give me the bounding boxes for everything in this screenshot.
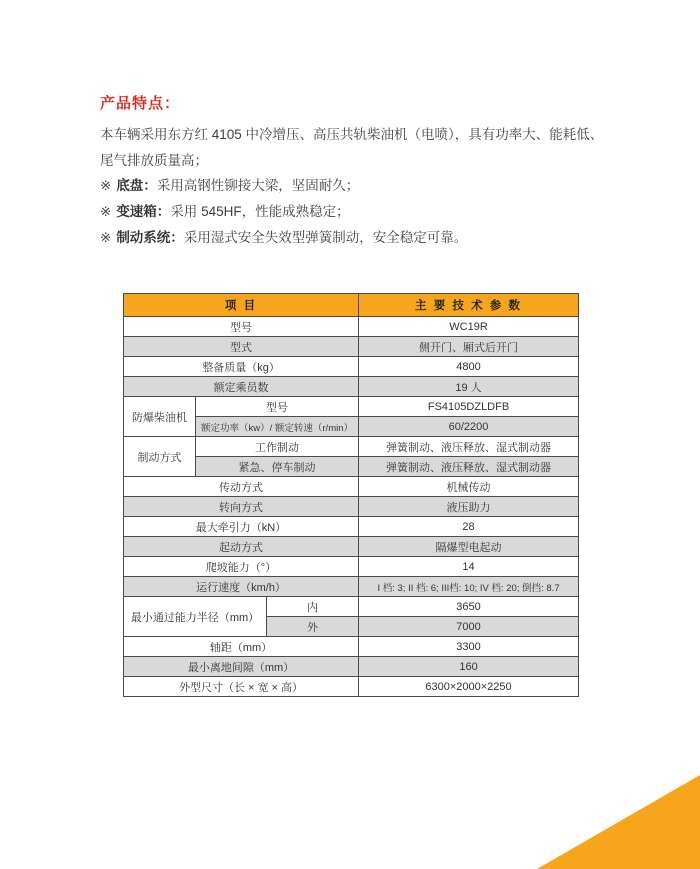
spec-label-cell: 最大牵引力（kN） [124,517,359,537]
feature-text: 采用湿式安全失效型弹簧制动，安全稳定可靠。 [183,229,468,245]
spec-value-cell: 3300 [359,637,579,657]
corner-triangle-decoration [537,775,700,869]
spec-value-cell: 4800 [359,357,579,377]
feature-item-gearbox [100,199,620,225]
spec-label-cell: 传动方式 [124,477,359,497]
table-row [124,517,579,537]
spec-label-cell: 起动方式 [124,537,359,557]
table-row [124,437,579,457]
table-row [124,557,579,577]
spec-group-cell: 制动方式 [124,437,196,477]
feature-item-chassis [100,173,620,199]
table-row [124,677,579,697]
table-row [124,637,579,657]
reference-mark: ※ [100,229,112,245]
spec-label-cell: 转向方式 [124,497,359,517]
table-row [124,337,579,357]
intro-line: 尾气排放质量高； [100,152,208,168]
spec-label-cell: 外型尺寸（长 × 宽 × 高） [124,677,359,697]
page-title: 产品特点： [100,95,181,112]
spec-label-cell: 紧急、停车制动 [196,457,359,477]
intro-line: 本车辆采用东方红 4105 中冷增压、高压共轨柴油机（电喷），具有功率大、能耗低、 [100,127,604,142]
spec-label-cell: 型号 [196,397,359,417]
spec-value-cell: 弹簧制动、液压释放、湿式制动器 [359,437,579,457]
table-row [124,377,579,397]
spec-value-cell: 7000 [359,617,579,637]
feature-label: 制动系统： [116,229,184,245]
spec-label-cell: 额定功率（kw）/ 额定转速（r/min） [196,417,359,437]
table-row [124,397,579,417]
reference-mark: ※ [100,178,112,194]
spec-value-cell: 3650 [359,597,579,617]
spec-value-cell: 60/2200 [359,417,579,437]
spec-value-cell: WC19R [359,317,579,337]
spec-group-cell: 最小通过能力半径（mm） [124,597,267,637]
spec-value-cell: 机械传动 [359,477,579,497]
feature-text: 采用 545HF，性能成熟稳定； [170,204,350,220]
feature-label: 变速箱： [116,204,171,220]
table-row [124,317,579,337]
feature-text: 采用高钢性铆接大梁，坚固耐久； [156,178,360,194]
spec-value-cell: 液压助力 [359,497,579,517]
spec-label-cell: 最小离地间隙（mm） [124,657,359,677]
spec-value-cell: 隔爆型电起动 [359,537,579,557]
table-row [124,497,579,517]
table-row [124,537,579,557]
spec-label-cell: 轴距（mm） [124,637,359,657]
table-header-params: 主 要 技 术 参 数 [359,294,579,317]
spec-label-cell: 爬坡能力（°） [124,557,359,577]
spec-value-cell: 6300×2000×2250 [359,677,579,697]
spec-label-cell: 额定乘员数 [124,377,359,397]
features-section [100,92,620,251]
table-row [124,357,579,377]
spec-value-cell: 28 [359,517,579,537]
spec-value-cell: I 档: 3; II 档: 6; III档: 10; IV 档: 20; 倒挡: 8.7 [359,577,579,597]
spec-value-cell: 侧开门、厢式后开门 [359,337,579,357]
spec-label-cell: 内 [267,597,359,617]
spec-group-cell: 防爆柴油机 [124,397,196,437]
spec-table [123,293,579,697]
table-row [124,597,579,617]
feature-item-brake-system [100,225,620,251]
spec-value-cell: FS4105DZLDFB [359,397,579,417]
spec-label-cell: 工作制动 [196,437,359,457]
table-header-items: 项 目 [124,294,359,317]
table-row [124,657,579,677]
spec-label-cell: 型号 [124,317,359,337]
feature-label: 底盘： [116,178,157,194]
spec-value-cell: 14 [359,557,579,577]
spec-label-cell: 整备质量（kg） [124,357,359,377]
table-row [124,477,579,497]
reference-mark: ※ [100,204,112,220]
spec-value-cell: 弹簧制动、液压释放、湿式制动器 [359,457,579,477]
spec-label-cell: 型式 [124,337,359,357]
table-header-row [124,294,579,317]
spec-label-cell: 外 [267,617,359,637]
spec-value-cell: 19 人 [359,377,579,397]
spec-label-cell: 运行速度（km/h） [124,577,359,597]
table-row [124,577,579,597]
spec-value-cell: 160 [359,657,579,677]
